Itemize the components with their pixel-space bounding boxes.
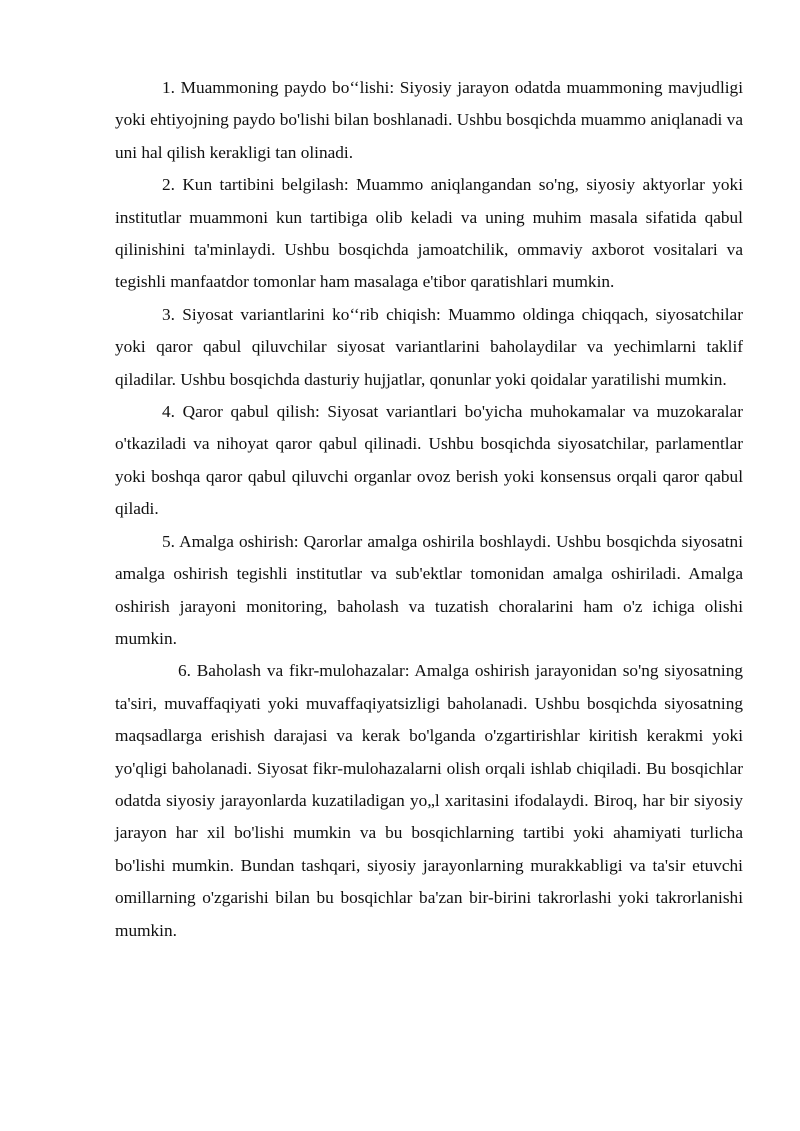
- paragraph-2: 2. Kun tartibini belgilash: Muammo aniqlangandan so'ng, siyosiy aktyorlar yoki institutlar muammoni kun tartibiga olib keladi va uning muhim masala sifatida qabul qilinishini ta'minlaydi. Ushbu bosqichda jamoatchilik, ommaviy axborot vositalari va tegishli manfaatdor tomonlar ham masalaga e'tibor qaratishlari mumkin.: [115, 175, 743, 292]
- paragraph-3: 3. Siyosat variantlarini ko‘‘rib chiqish: Muammo oldinga chiqqach, siyosatchilar yoki qaror qabul qiluvchilar siyosat variantlarini baholaydilar va yechimlarni taklif qiladilar. Ushbu bosqichda dasturiy hujjatlar, qonunlar yoki qoidalar yaratilishi mumkin.: [115, 304, 743, 389]
- paragraph-1: 1. Muammoning paydo bo‘‘lishi: Siyosiy jarayon odatda muammoning mavjudligi yoki ehtiyojning paydo bo'lishi bilan boshlanadi. Ushbu bosqichda muammo aniqlanadi va uni hal qilish kerakligi tan olinadi.: [115, 78, 743, 162]
- paragraph-6: 6. Baholash va fikr-mulohazalar: Amalga oshirish jarayonidan so'ng siyosatning ta'siri, muvaffaqiyati yoki muvaffaqiyatsizligi baholanadi. Ushbu bosqichda siyosatning maqsadlarga erishish darajasi va kerak bo'lganda o'zgartirishlar kiritish kerakmi yoki yo'qligi baholanadi. Siyosat fikr-mulohazalarni olish orqali ishlab chiqiladi. Bu bosqichlar odatda siyosiy jarayonlarda kuzatiladigan yo„l xaritasini ifodalaydi. Biroq, har bir siyosiy jarayon har xil bo'lishi mumkin va bu bosqichlarning tartibi yoki ahamiyati turlicha bo'lishi mumkin. Bundan tashqari, siyosiy jarayonlarning murakkabligi va ta'sir etuvchi omillarning o'zgarishi bilan bu bosqichlar ba'zan bir-birini takrorlashi yoki takrorlanishi mumkin.: [115, 661, 743, 940]
- paragraph-4: 4. Qaror qabul qilish: Siyosat variantlari bo'yicha muhokamalar va muzokaralar o'tkaziladi va nihoyat qaror qabul qilinadi. Ushbu bosqichda siyosatchilar, parlamentlar yoki boshqa qaror qabul qiluvchi organlar ovoz berish yoki konsensus orqali qaror qabul qiladi.: [115, 402, 743, 519]
- paragraph-5: 5. Amalga oshirish: Qarorlar amalga oshirila boshlaydi. Ushbu bosqichda siyosatni amalga oshirish tegishli institutlar va sub'ektlar tomonidan amalga oshiriladi. Amalga oshirish jarayoni monitoring, baholash va tuzatish choralarini ham o'z ichiga olishi mumkin.: [115, 531, 743, 648]
- document-page: [115, 72, 743, 947]
